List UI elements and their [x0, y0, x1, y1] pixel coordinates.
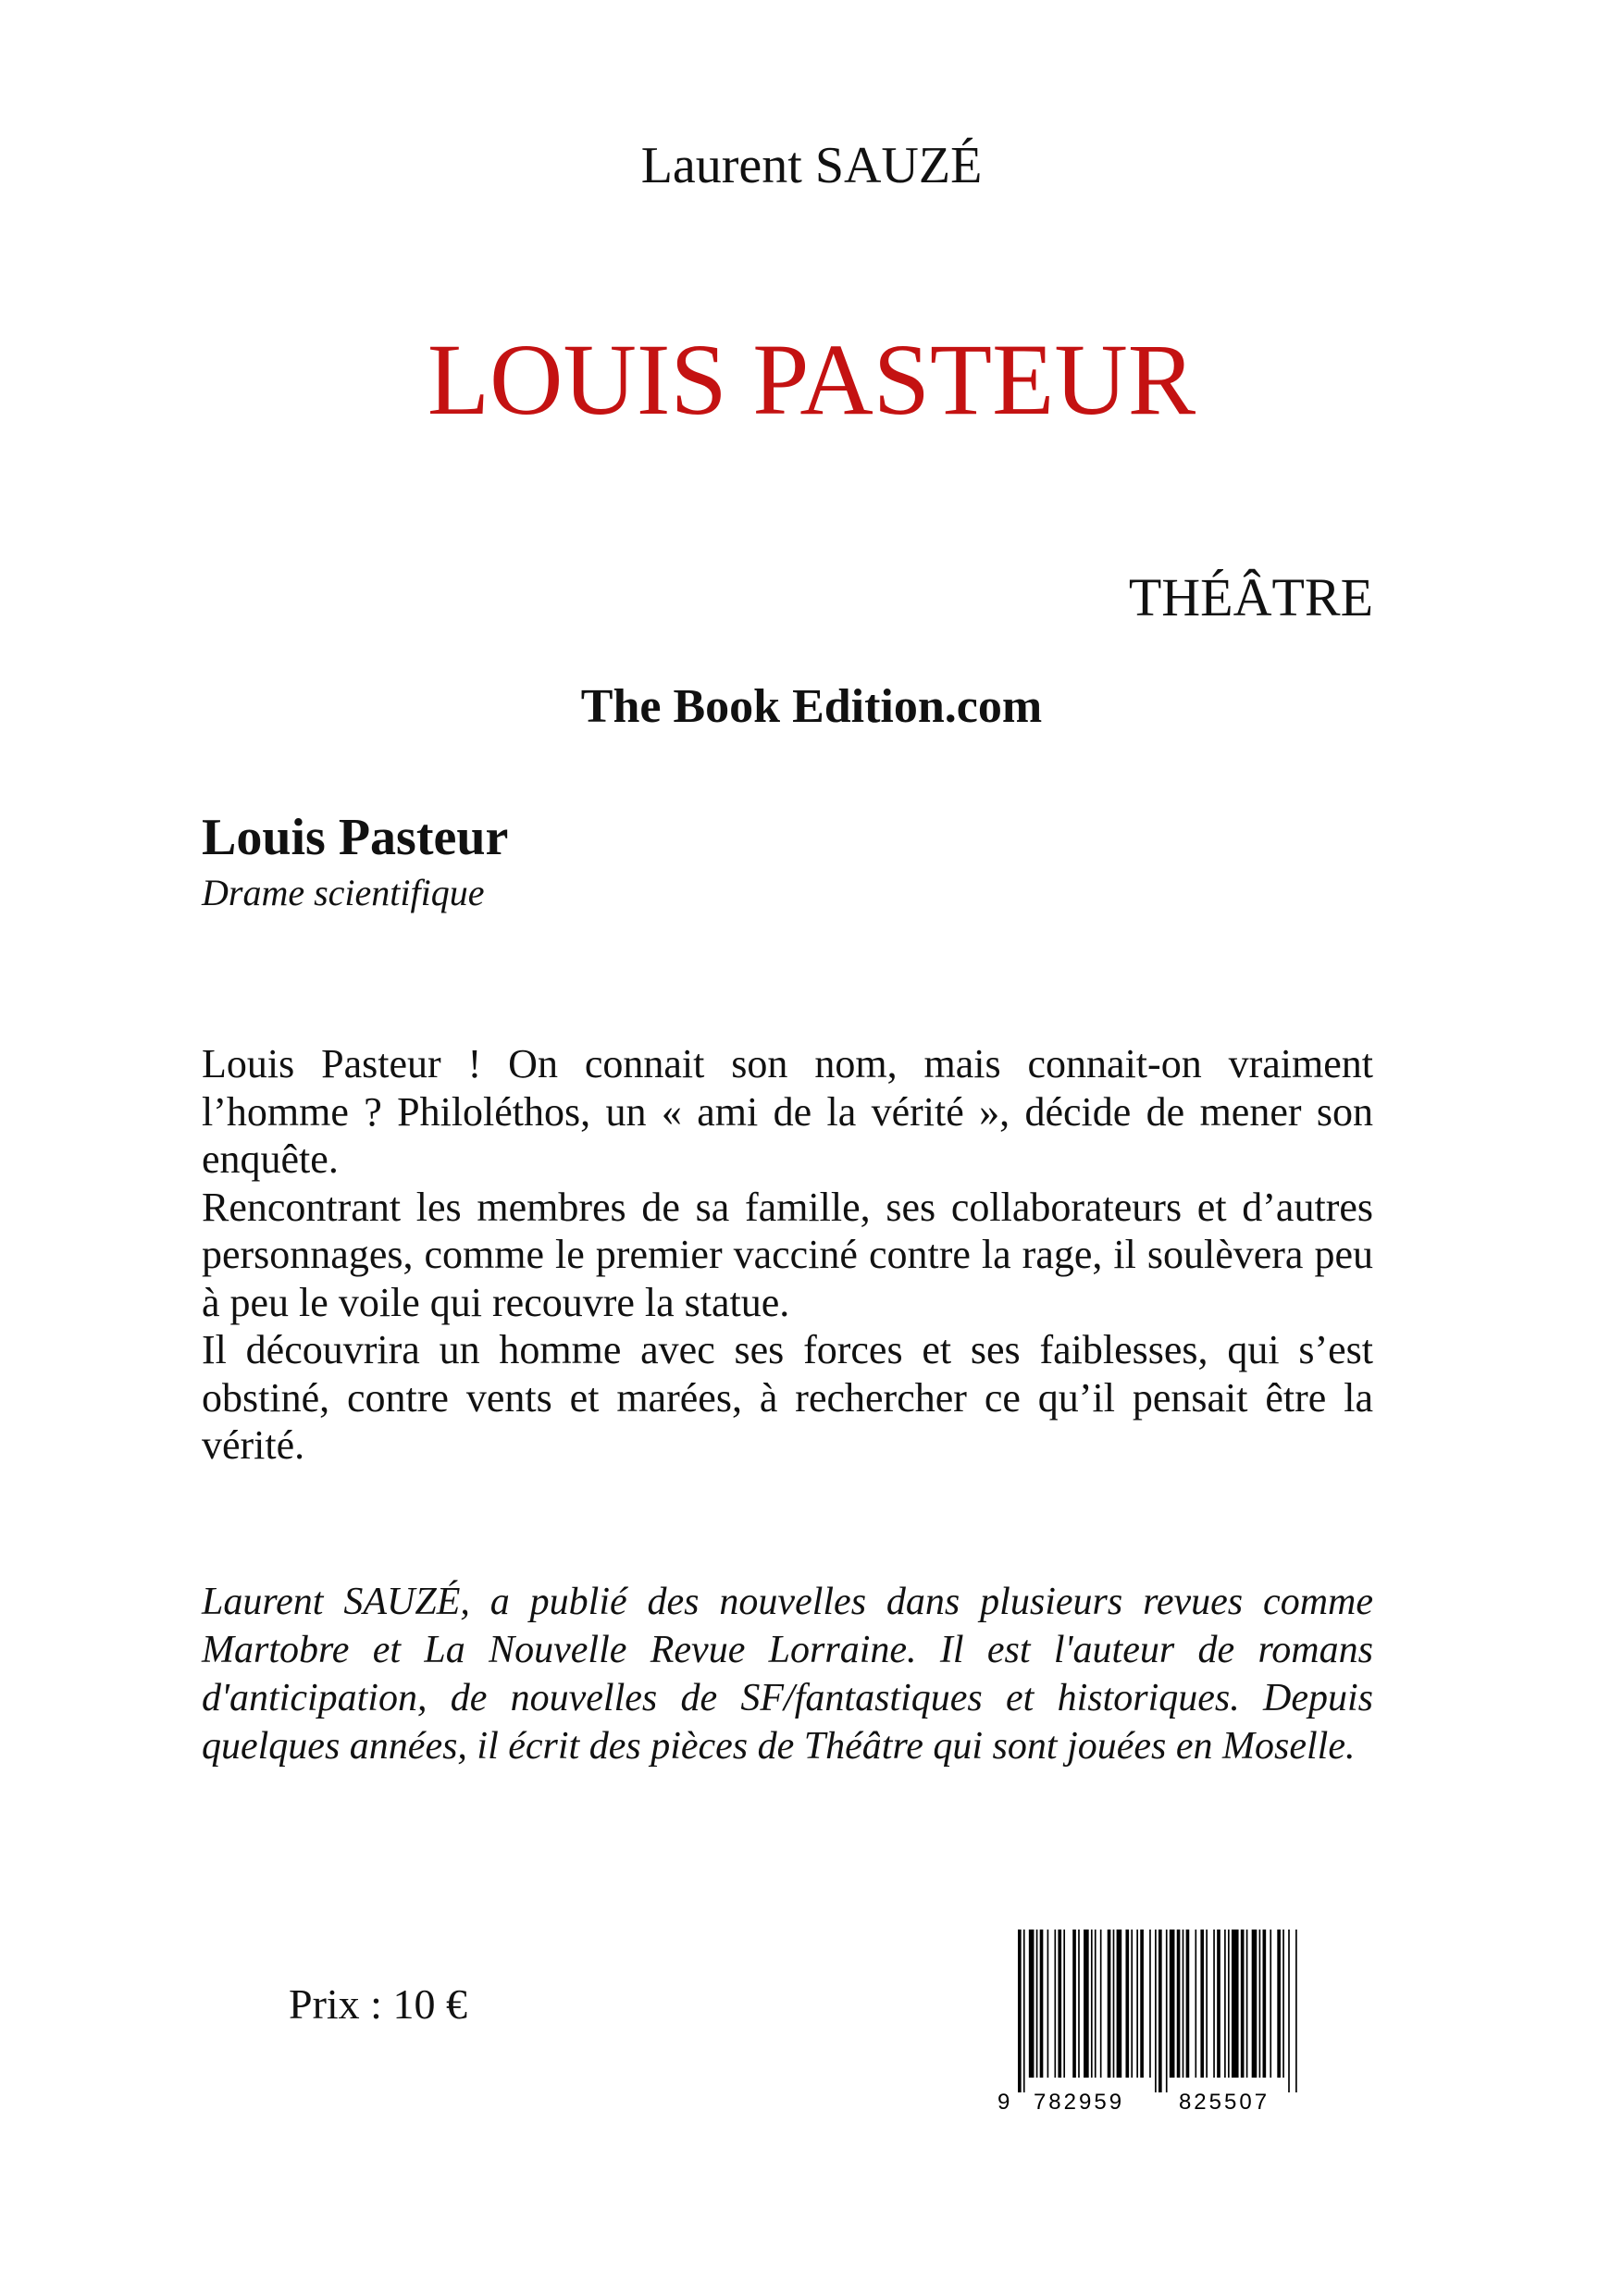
summary-text	[202, 1040, 1373, 1470]
barcode-bar	[1288, 1930, 1290, 2092]
barcode-bar	[1058, 1930, 1061, 2078]
barcode-bar	[1186, 1930, 1190, 2078]
barcode-bar	[1158, 1930, 1162, 2092]
barcode-bar	[1100, 1930, 1102, 2078]
barcode-bar	[1252, 1930, 1258, 2078]
barcode-bar	[1063, 1930, 1065, 2078]
barcode-bar	[1259, 1930, 1261, 2078]
barcode-bar	[1095, 1930, 1096, 2078]
barcode-bar	[1246, 1930, 1248, 2078]
barcode-bar	[1125, 1930, 1129, 2078]
barcode-bar	[1149, 1930, 1151, 2078]
barcode-digits-right: 825507	[1178, 2090, 1270, 2115]
barcode-bar	[1140, 1930, 1144, 2078]
barcode-bar	[1270, 1930, 1271, 2078]
barcode-bar	[1177, 1930, 1181, 2078]
back-cover-title: Louis Pasteur	[202, 809, 509, 866]
barcode-digit-lead: 9	[997, 2090, 1010, 2115]
barcode-bar	[1241, 1930, 1245, 2078]
price-label: Prix : 10 €	[289, 1980, 467, 2028]
book-title-large: LOUIS PASTEUR	[427, 323, 1196, 436]
barcode-bar	[1282, 1930, 1284, 2078]
barcode-bar	[1072, 1930, 1076, 2078]
barcode-bar	[1078, 1930, 1080, 2078]
barcode-bar	[1295, 1930, 1297, 2092]
genre-label: THÉÂTRE	[1128, 567, 1373, 627]
barcode-bar	[1054, 1930, 1056, 2078]
barcode-bar	[1263, 1930, 1267, 2078]
barcode-bar	[1224, 1930, 1226, 2078]
barcode-bar	[1155, 1930, 1157, 2092]
barcode-bar	[1170, 1930, 1175, 2078]
barcode-bar	[1228, 1930, 1230, 2078]
author-bio: Laurent SAUZÉ, a publié des nouvelles dans plusieurs revues comme Martobre et La Nouvelle Revue Lorraine. Il est l'auteur de romans d'anticipation, de nouvelles de SF/fantastiques et historiques. Depuis quelques années, il écrit des pièces de Théâtre qui sont jouées en Moselle.	[202, 1581, 1373, 1768]
barcode-bar	[1023, 1930, 1025, 2092]
barcode-bar	[1131, 1930, 1133, 2078]
back-cover-subtitle: Drame scientifique	[202, 872, 485, 913]
barcode-bar	[1029, 1930, 1035, 2078]
barcode-bar	[1195, 1930, 1196, 2078]
barcode-bar	[1113, 1930, 1115, 2078]
barcode-bar	[1091, 1930, 1093, 2078]
barcode-bar	[1040, 1930, 1044, 2078]
barcode-bars	[1018, 1930, 1297, 2092]
barcode-bar	[1136, 1930, 1138, 2078]
barcode-bar	[1232, 1930, 1239, 2078]
barcode-bar	[1206, 1930, 1208, 2078]
barcode-bar	[1117, 1930, 1122, 2078]
barcode-bar	[1108, 1930, 1111, 2078]
author-name: Laurent SAUZÉ	[640, 137, 983, 194]
barcode-bar	[1277, 1930, 1281, 2078]
barcode-bar	[1036, 1930, 1038, 2078]
barcode-bar	[1047, 1930, 1049, 2078]
barcode-bar	[1213, 1930, 1215, 2078]
barcode-bar	[1200, 1930, 1204, 2078]
barcode-digits-left: 782959	[1033, 2090, 1125, 2115]
barcode-bar	[1018, 1930, 1022, 2092]
summary-paragraph-2: Rencontrant les membres de sa famille, ses collaborateurs et d’autres personnages, comme le premier vacciné contre la rage, il soulèvera peu à peu le voile qui recouvre la statue.	[202, 1184, 1373, 1325]
summary-paragraph-1: Louis Pasteur ! On connait son nom, mais connait-on vraiment l’homme ? Philoléthos, un « ami de la vérité », décide de mener son enquête.	[202, 1041, 1373, 1182]
barcode-bar	[1084, 1930, 1089, 2078]
barcode-bar	[1183, 1930, 1184, 2078]
barcode-bar	[1217, 1930, 1220, 2078]
isbn-barcode	[997, 1930, 1305, 2115]
barcode-bar	[1166, 1930, 1168, 2092]
publisher-name: The Book Edition.com	[580, 680, 1043, 733]
summary-paragraph-3: Il découvrira un homme avec ses forces et ses faiblesses, qui s’est obstiné, contre vents et marées, à rechercher ce qu’il pensait être la vérité.	[202, 1327, 1373, 1468]
